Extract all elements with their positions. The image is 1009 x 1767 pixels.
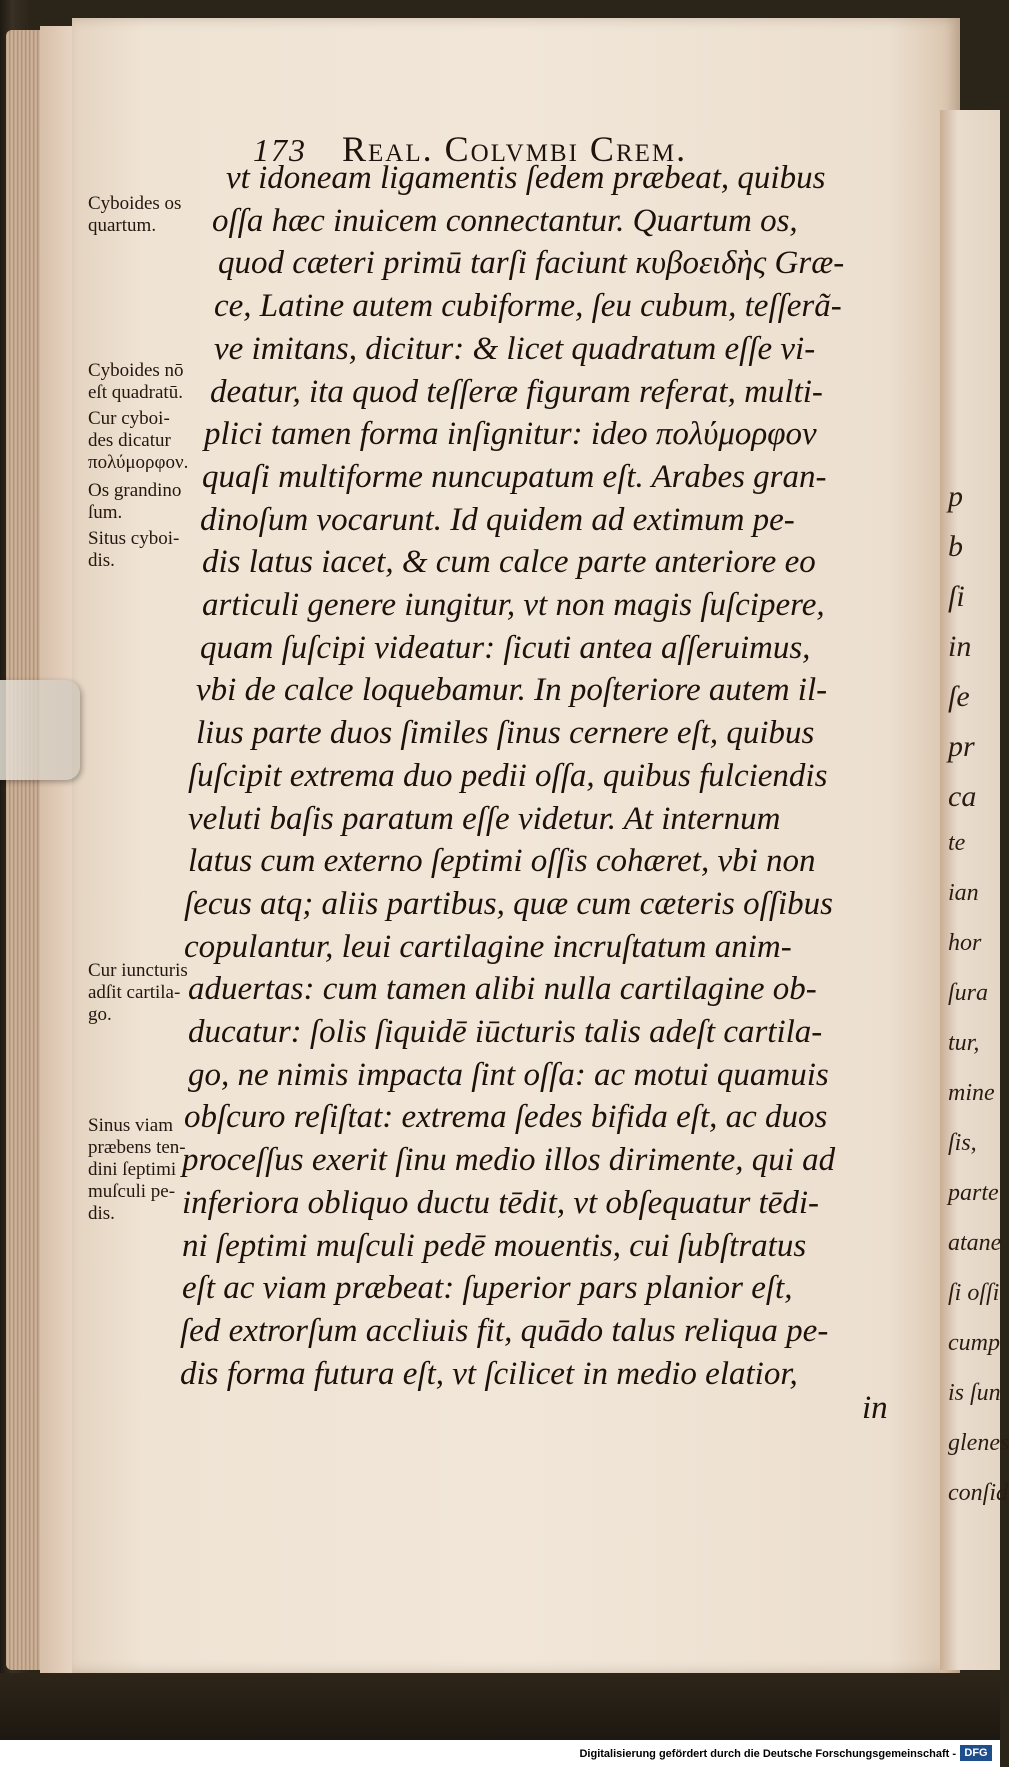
margin-note-line: des dicatur [88, 430, 171, 451]
text-line: articuli genere iungitur, vt non magis ſuſcipere, [202, 587, 825, 623]
page-clip [0, 680, 80, 780]
next-page-fragment: ſi [948, 580, 965, 613]
next-page-fragment: te [948, 830, 966, 856]
text-line: vbi de calce loquebamur. In poſteriore autem il- [196, 672, 828, 709]
text-line: lius parte duos ſimiles ſinus cernere eſt, quibus [196, 715, 815, 752]
margin-note-line: πολύμορφον. [88, 452, 189, 473]
margin-note-line: eſt quadratū. [88, 382, 183, 403]
margin-note-line: Cyboides nō [88, 360, 184, 381]
text-line: quod cæteri primū tarſi faciunt κυβοειδὴς Græ- [218, 245, 845, 282]
next-page-fragment: b [948, 530, 963, 563]
margin-note-line: ſum. [88, 502, 123, 523]
next-page-fragment: tur, [948, 1030, 980, 1056]
text-line: ve imitans, dicitur: & licet quadratum eſſe vi- [214, 330, 816, 367]
margin-note-line: Cyboides os [88, 193, 182, 214]
next-page-sliver [940, 110, 1009, 1670]
next-page-fragment: is ſun [948, 1380, 1001, 1406]
margin-note-line: Cur cyboi- [88, 408, 170, 429]
margin-note [88, 1115, 216, 1225]
margin-note-line: adſit cartila- [88, 982, 181, 1003]
text-line: ſed extrorſum accliuis fit, quādo talus reliqua pe- [180, 1312, 829, 1349]
running-title: Real. Colvmbi Crem. [342, 129, 688, 169]
digitization-footer [0, 1740, 1000, 1767]
page-number: 173 [253, 132, 307, 168]
margin-note-line: Situs cyboi- [88, 528, 180, 549]
margin-note-line: Cur iuncturis [88, 960, 188, 981]
text-line: dinoſum vocarunt. Id quidem ad extimum pe- [200, 501, 795, 538]
margin-note-line: dis. [88, 550, 115, 571]
next-page-fragment: ian [948, 880, 979, 906]
text-line: aduertas: cum tamen alibi nulla cartilagine ob- [188, 971, 817, 1008]
text-line: ce, Latine autem cubiforme, ſeu cubum, teſſerã- [214, 288, 842, 325]
text-line: eſt ac viam præbeat: ſuperior pars planior eſt, [182, 1270, 793, 1307]
catchword: in [862, 1390, 888, 1426]
next-page-fragment: mine [948, 1080, 995, 1106]
text-line: dis forma futura eſt, vt ſcilicet in medio elatior, [180, 1355, 798, 1392]
text-line: veluti baſis paratum eſſe videtur. At internum [188, 800, 781, 837]
margin-note [88, 528, 216, 572]
margin-note-line: Sinus viam [88, 1115, 173, 1136]
text-line: go, ne nimis impacta ſint oſſa: ac motui quamuis [188, 1056, 829, 1093]
next-page-fragment: hor [948, 930, 982, 956]
next-page-fragment: ca [948, 780, 977, 813]
text-line: deatur, ita quod teſſeræ figuram referat, multi- [210, 373, 823, 410]
margin-note-line: quartum. [88, 215, 157, 236]
text-line: ſuſcipit extrema duo pedii oſſa, quibus fulciendis [188, 757, 828, 794]
footer-credit: Digitalisierung gefördert durch die Deutsche Forschungsgemeinschaft - [579, 1748, 956, 1760]
next-page-fragment: p [948, 480, 963, 513]
margin-note-line: præbens ten- [88, 1137, 186, 1158]
page-block-edge [6, 30, 40, 1670]
book-page [72, 18, 960, 1673]
margin-note [88, 408, 216, 474]
text-line: inferiora obliquo ductu tēdit, vt obſequatur tēdi- [182, 1184, 820, 1221]
next-page-fragment: pr [948, 730, 975, 763]
text-line: ſecus atq; aliis partibus, quæ cum cæteris oſſibus [184, 885, 833, 922]
margin-note-line: dis. [88, 1203, 115, 1224]
text-line: dis latus iacet, & cum calce parte anteriore eo [202, 544, 816, 581]
text-line: plici tamen forma inſignitur: ideo πολύμορφον [204, 416, 817, 453]
margin-note [88, 960, 216, 1026]
text-line: vt idoneam ligamentis ſedem præbeat, quibus [226, 160, 826, 196]
margin-note-line: muſculi pe- [88, 1181, 176, 1202]
next-page-fragment: ſe [948, 680, 970, 713]
next-page-fragment: conſid [948, 1480, 1008, 1506]
margin-note-line: go. [88, 1004, 112, 1025]
margin-note [88, 193, 216, 237]
next-page-fragment: ſura [948, 980, 989, 1006]
text-line: quam ſuſcipi videatur: ſicuti antea aſſeruimus, [200, 629, 811, 666]
next-page-fragment: atane [948, 1230, 1002, 1256]
margin-note-line: dini ſeptimi [88, 1159, 177, 1180]
text-line: copulantur, leui cartilagine incruſtatum anim- [184, 928, 792, 965]
text-line: ducatur: ſolis ſiquidē iūcturis talis adeſt cartila- [188, 1014, 823, 1050]
margin-note [88, 480, 216, 524]
text-line: quaſi multiforme nuncupatum eſt. Arabes gran- [202, 458, 827, 495]
text-line: latus cum externo ſeptimi oſſis cohæret, vbi non [188, 843, 816, 880]
text-line: ni ſeptimi muſculi pedē mouentis, cui ſubſtratus [182, 1227, 807, 1264]
text-line: oſſa hæc inuicem connectantur. Quartum os, [212, 202, 798, 239]
margin-note [88, 360, 216, 404]
next-page-fragment: parte [948, 1180, 999, 1206]
bottom-shadow [0, 1673, 1000, 1740]
next-page-fragment: ſis, [948, 1130, 977, 1156]
next-page-fragment: ſi oſſi [948, 1280, 1000, 1306]
text-line: proceſſus exerit ſinu medio illos dirimente, qui ad [182, 1142, 836, 1179]
next-page-fragment: cump [948, 1330, 1000, 1356]
next-page-fragment: in [948, 630, 972, 663]
margin-note-line: Os grandino [88, 480, 182, 501]
text-line: obſcuro reſiſtat: extrema ſedes bifida eſt, ac duos [184, 1099, 828, 1136]
dfg-logo: DFG [960, 1745, 992, 1761]
next-page-fragment: glenes [948, 1430, 1009, 1456]
